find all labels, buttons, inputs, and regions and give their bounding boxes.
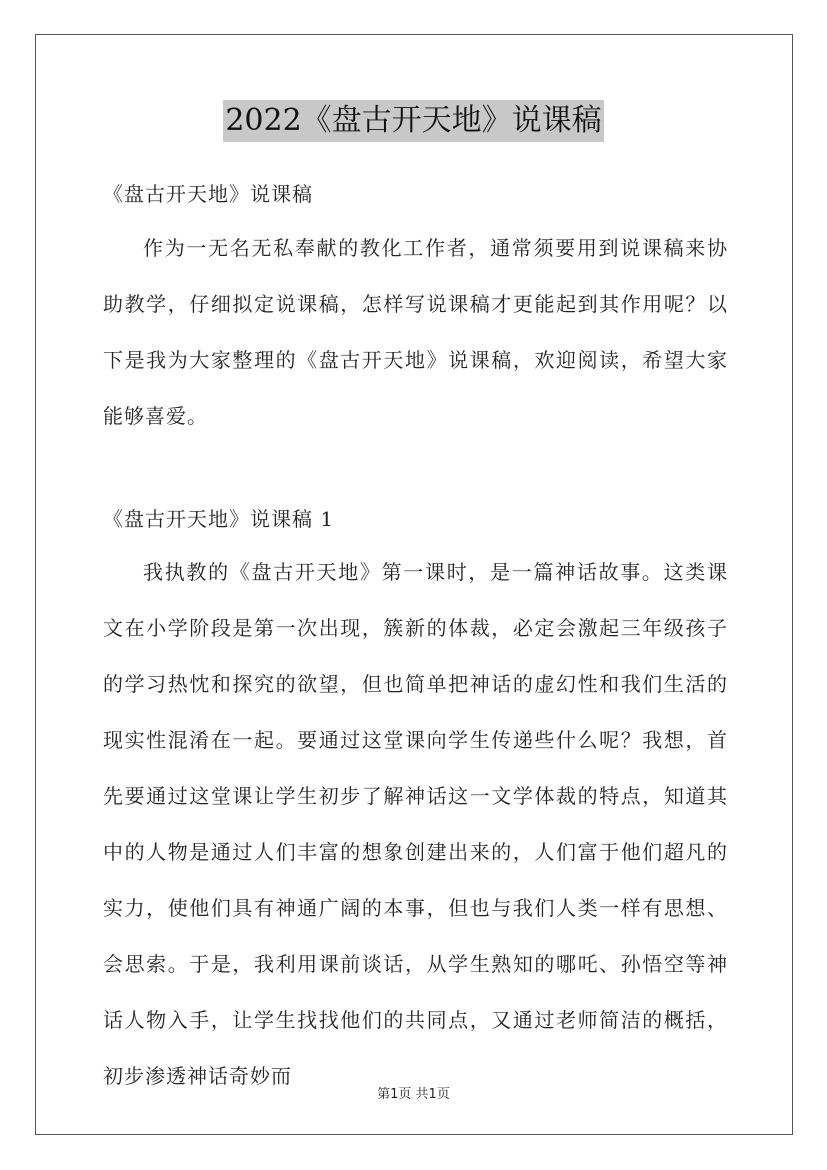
document-title: 2022《盘古开天地》说课稿 bbox=[223, 100, 603, 142]
section-paragraph: 我执教的《盘古开天地》第一课时，是一篇神话故事。这类课文在小学阶段是第一次出现，簇新的体裁，必定会激起三年级孩子的学习热忱和探究的欲望，但也简单把神话的虚幻性和我们生活的现实性混淆在一起。要通过这堂课向学生传递些什么呢？我想，首先要通过这堂课让学生初步了解神话这一文学体裁的特点，知道其中的人物是通过人们丰富的想象创建出来的，人们富于他们超凡的实力，使他们具有神通广阔的本事，但也与我们人类一样有思想、会思索。于是，我利用课前谈话，从学生熟知的哪吒、孙悟空等神话人物入手，让学生找找他们的共同点，又通过老师简洁的概括，初步渗透神话奇妙而 bbox=[103, 560, 728, 1088]
document-subtitle: 《盘古开天地》说课稿 bbox=[103, 182, 313, 206]
page-footer: 第1页 共1页 bbox=[377, 1087, 450, 1102]
intro-paragraph: 作为一无名无私奉献的教化工作者，通常须要用到说课稿来协助教学，仔细拟定说课稿，怎样写说课稿才更能起到其作用呢？以下是我为大家整理的《盘古开天地》说课稿，欢迎阅读，希望大家能够喜爱。 bbox=[103, 236, 728, 428]
section-heading: 《盘古开天地》说课稿 1 bbox=[103, 507, 335, 531]
title-container bbox=[0, 100, 827, 142]
